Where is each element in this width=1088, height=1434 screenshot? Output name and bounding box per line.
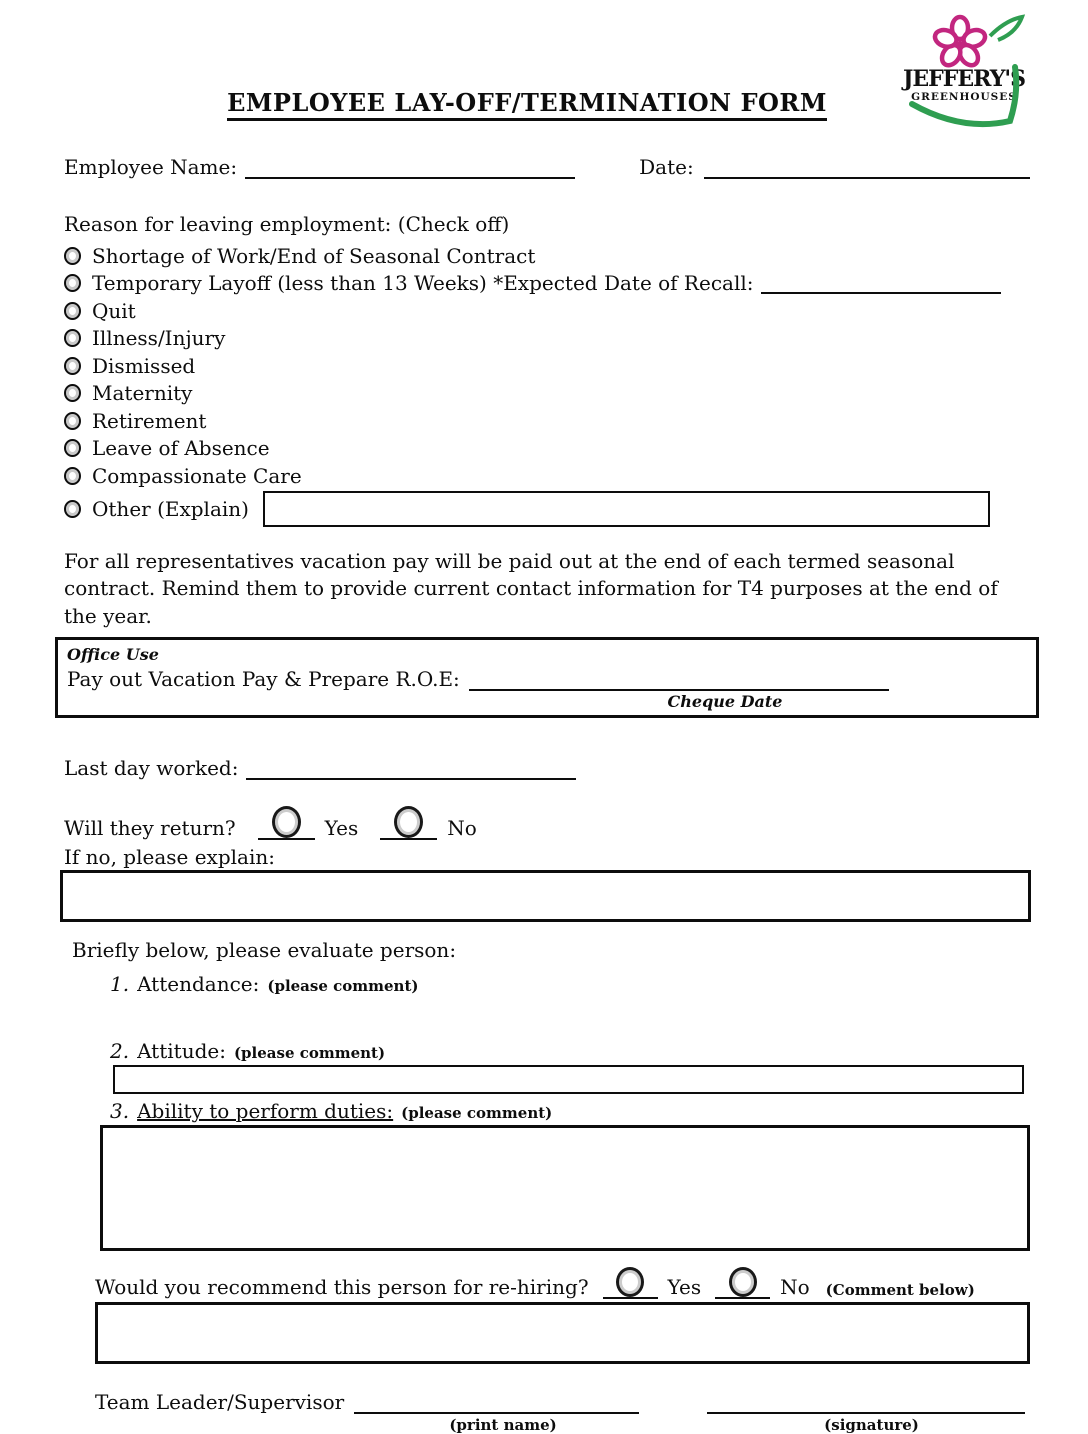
yes-label: Yes — [324, 816, 359, 840]
employee-name-input-line[interactable] — [245, 157, 575, 179]
if-no-explain-box[interactable] — [60, 870, 1031, 922]
option-bubble-icon[interactable] — [64, 384, 81, 402]
roe-row — [67, 667, 1026, 691]
vacation-pay-notice: For all representatives vacation pay will be paid out at the end of each termed seasonal contract. Remind them to provide current contact information for T4 purposes at the end of the year. — [64, 548, 998, 628]
option-label: Other (Explain) — [92, 496, 249, 521]
item-note: (please comment) — [233, 1044, 386, 1062]
yes-radio-line — [258, 806, 315, 840]
option-label: Maternity — [92, 381, 193, 406]
last-day-row — [64, 756, 1030, 780]
reason-option-compassionate-care — [64, 462, 1030, 490]
last-day-label: Last day worked: — [64, 756, 239, 780]
yes-radio-line — [603, 1267, 658, 1299]
reason-option-retirement — [64, 407, 1030, 435]
attitude-comment-box[interactable] — [113, 1065, 1024, 1094]
date-label: Date: — [639, 155, 694, 179]
recommend-yes-radio-icon[interactable] — [616, 1267, 644, 1297]
will-return-question: Will they return? — [64, 816, 236, 840]
reason-option-quit — [64, 297, 1030, 325]
print-name-caption: (print name) — [449, 1416, 557, 1434]
no-radio-line — [380, 806, 437, 840]
reason-options — [64, 242, 1030, 528]
recommend-row — [64, 1267, 1030, 1299]
item-label: Attitude: — [137, 1039, 226, 1063]
reason-option-leave-of-absence — [64, 435, 1030, 463]
option-label: Quit — [92, 298, 136, 323]
last-day-input-line[interactable] — [246, 758, 576, 780]
ability-comment-box[interactable] — [100, 1125, 1030, 1251]
option-bubble-icon[interactable] — [64, 357, 81, 375]
item-note: (please comment) — [401, 1104, 553, 1122]
reason-option-dismissed — [64, 352, 1030, 380]
option-label: Leave of Absence — [92, 436, 270, 461]
evaluate-item-attendance — [64, 972, 1030, 996]
signature-row — [64, 1390, 1030, 1414]
reason-option-shortage — [64, 242, 1030, 270]
option-bubble-icon[interactable] — [64, 329, 81, 347]
item-label: Ability to perform duties: — [137, 1099, 394, 1123]
logo-title: JEFFERY'S — [902, 66, 1026, 92]
signature-input-line[interactable] — [707, 1392, 1025, 1414]
date-input-line[interactable] — [704, 157, 1030, 179]
item-number: 1. — [110, 972, 130, 996]
no-label: No — [780, 1275, 810, 1299]
option-bubble-icon[interactable] — [64, 412, 81, 430]
option-label: Temporary Layoff (less than 13 Weeks) *Expected Date of Recall: — [92, 271, 754, 296]
yes-radio-icon[interactable] — [272, 806, 301, 838]
reason-option-illness — [64, 325, 1030, 353]
reason-option-other — [64, 490, 1030, 528]
signature-captions — [64, 1416, 1030, 1434]
name-date-row — [64, 155, 1030, 179]
option-bubble-icon[interactable] — [64, 302, 81, 320]
item-label: Attendance: — [137, 972, 260, 996]
office-use-box — [55, 637, 1039, 718]
recommend-comment-box[interactable] — [95, 1302, 1030, 1364]
signature-caption: (signature) — [824, 1416, 919, 1434]
office-use-heading: Office Use — [67, 645, 159, 664]
option-bubble-icon[interactable] — [64, 439, 81, 457]
recommend-question: Would you recommend this person for re-hiring? — [95, 1275, 589, 1299]
no-radio-icon[interactable] — [394, 806, 423, 838]
option-bubble-icon[interactable] — [64, 500, 81, 518]
evaluate-heading: Briefly below, please evaluate person: — [72, 938, 457, 962]
logo-subtitle: GREENHOUSES — [911, 91, 1017, 103]
option-label: Illness/Injury — [92, 326, 226, 351]
no-radio-line — [715, 1267, 770, 1299]
option-bubble-icon[interactable] — [64, 274, 81, 292]
comment-below-note: (Comment below) — [825, 1281, 975, 1299]
option-bubble-icon[interactable] — [64, 247, 81, 265]
item-number: 3. — [110, 1099, 130, 1123]
option-label: Compassionate Care — [92, 463, 302, 488]
other-explain-box[interactable] — [263, 491, 990, 527]
option-label: Retirement — [92, 408, 207, 433]
item-note: (please comment) — [267, 977, 419, 995]
if-no-label: If no, please explain: — [64, 845, 275, 869]
option-label: Dismissed — [92, 353, 196, 378]
reason-heading: Reason for leaving employment: (Check off) — [64, 212, 510, 236]
reason-option-maternity — [64, 380, 1030, 408]
leaf-icon — [990, 17, 1022, 40]
jefferys-greenhouses-logo — [898, 10, 1030, 138]
cheque-date-input-line[interactable] — [469, 669, 889, 691]
recall-date-input-line[interactable] — [761, 272, 1001, 294]
yes-label: Yes — [667, 1275, 702, 1299]
roe-label: Pay out Vacation Pay & Prepare R.O.E: — [67, 667, 460, 691]
item-number: 2. — [110, 1039, 130, 1063]
evaluate-item-ability — [64, 1099, 1030, 1123]
evaluate-item-attitude — [64, 1039, 1030, 1063]
flower-center-icon: ✱ — [954, 37, 966, 52]
cheque-date-caption: Cheque Date — [667, 692, 783, 711]
recommend-no-radio-icon[interactable] — [729, 1267, 757, 1297]
page-title: EMPLOYEE LAY-OFF/TERMINATION FORM — [134, 0, 920, 118]
option-bubble-icon[interactable] — [64, 467, 81, 485]
team-leader-label: Team Leader/Supervisor — [95, 1390, 345, 1414]
will-return-row — [64, 806, 1030, 840]
employee-name-label: Employee Name: — [64, 155, 238, 179]
option-label: Shortage of Work/End of Seasonal Contract — [92, 243, 536, 268]
print-name-input-line[interactable] — [354, 1392, 639, 1414]
no-label: No — [447, 816, 477, 840]
reason-option-temporary-layoff — [64, 270, 1030, 298]
